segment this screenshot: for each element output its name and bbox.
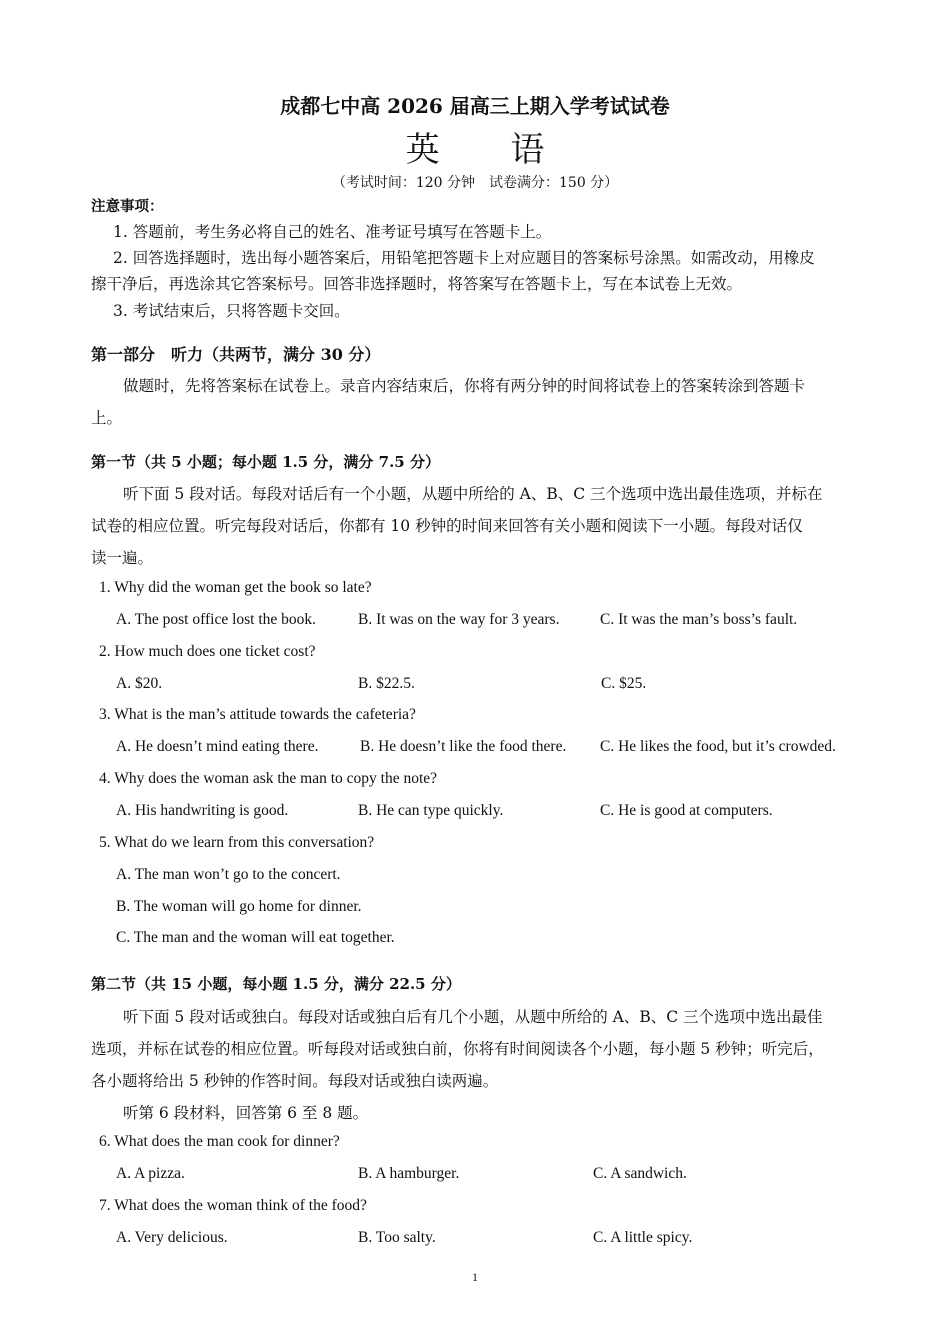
question-3-option-b: B. He doesn’t like the food there. [360,738,567,755]
section1-instr-b: 试卷的相应位置。听完每段对话后，你都有 10 秒钟的时间来回答有关小题和阅读下一小题。每段对话仅 [91,517,803,535]
material-6-instruction: 听第 6 段材料，回答第 6 至 8 题。 [123,1104,369,1122]
question-2-option-b: B. $22.5. [358,675,415,692]
section2-instr-b: 选项，并标在试卷的相应位置。听每段对话或独白前，你将有时间阅读各个小题，每小题 5 秒钟；听完后， [91,1040,824,1058]
question-4-option-c: C. He is good at computers. [600,802,773,819]
question-6-option-c: C. A sandwich. [593,1165,687,1182]
question-2-stem: 2. How much does one ticket cost? [99,643,316,660]
question-7-option-b: B. Too salty. [358,1229,436,1246]
question-4-option-b: B. He can type quickly. [358,802,504,819]
page-number: 1 [472,1270,478,1284]
part1-instr-a: 做题时，先将答案标在试卷上。录音内容结束后，你将有两分钟的时间将试卷上的答案转涂到答题卡 [123,377,806,395]
question-6-option-b: B. A hamburger. [358,1165,460,1182]
question-3-option-c: C. He likes the food, but it’s crowded. [600,738,836,755]
section1-heading: 第一节（共 5 小题；每小题 1.5 分，满分 7.5 分） [91,453,440,471]
question-1-option-c: C. It was the man’s boss’s fault. [600,611,798,628]
section2-instr-a: 听下面 5 段对话或独白。每段对话或独白后有几个小题，从题中所给的 A、B、C 三个选项中选出最佳 [123,1008,823,1026]
question-7-option-a: A. Very delicious. [116,1229,228,1246]
part1-heading: 第一部分 听力（共两节，满分 30 分） [91,345,381,364]
question-3-option-a: A. He doesn’t mind eating there. [116,738,319,755]
exam-info: （考试时间：120 分钟 试卷满分：150 分） [331,175,619,191]
question-6-option-a: A. A pizza. [116,1165,185,1182]
question-1-option-a: A. The post office lost the book. [116,611,317,628]
notice-heading: 注意事项： [91,198,164,215]
notice-item-3: 3. 考试结束后，只将答题卡交回。 [113,302,350,320]
question-5-option-a: A. The man won’t go to the concert. [116,866,341,883]
question-4-option-a: A. His handwriting is good. [116,802,289,819]
question-4-stem: 4. Why does the woman ask the man to copy the note? [99,770,438,787]
section2-heading: 第二节（共 15 小题，每小题 1.5 分，满分 22.5 分） [91,975,461,993]
question-1-option-b: B. It was on the way for 3 years. [358,611,560,628]
part1-instr-b: 上。 [91,409,123,427]
exam-title: 成都七中高 2026 届高三上期入学考试试卷 [280,94,670,118]
question-5-option-c: C. The man and the woman will eat together. [116,929,395,946]
notice-item-1: 1. 答题前，考生务必将自己的姓名、准考证号填写在答题卡上。 [113,223,552,241]
question-5-option-b: B. The woman will go home for dinner. [116,898,362,915]
section1-instr-a: 听下面 5 段对话。每段对话后有一个小题，从题中所给的 A、B、C 三个选项中选出最佳选项，并标在 [123,485,823,503]
question-7-stem: 7. What does the woman think of the food? [99,1197,367,1214]
question-1-stem: 1. Why did the woman get the book so late? [99,579,372,596]
notice-item-2a: 2. 回答选择题时，选出每小题答案后，用铅笔把答题卡上对应题目的答案标号涂黑。如需改动，用橡皮 [113,249,815,267]
question-6-stem: 6. What does the man cook for dinner? [99,1133,340,1150]
question-7-option-c: C. A little spicy. [593,1229,693,1246]
question-5-stem: 5. What do we learn from this conversation? [99,834,375,851]
question-3-stem: 3. What is the man’s attitude towards the cafeteria? [99,706,416,723]
section1-instr-c: 读一遍。 [91,549,154,567]
question-2-option-c: C. $25. [601,675,647,692]
subject-title: 英 语 [405,130,575,170]
notice-item-2b: 擦干净后，再选涂其它答案标号。回答非选择题时，将答案写在答题卡上，写在本试卷上无效。 [91,275,743,293]
question-2-option-a: A. $20. [116,675,163,692]
section2-instr-c: 各小题将给出 5 秒钟的作答时间。每段对话或独白读两遍。 [91,1072,499,1090]
